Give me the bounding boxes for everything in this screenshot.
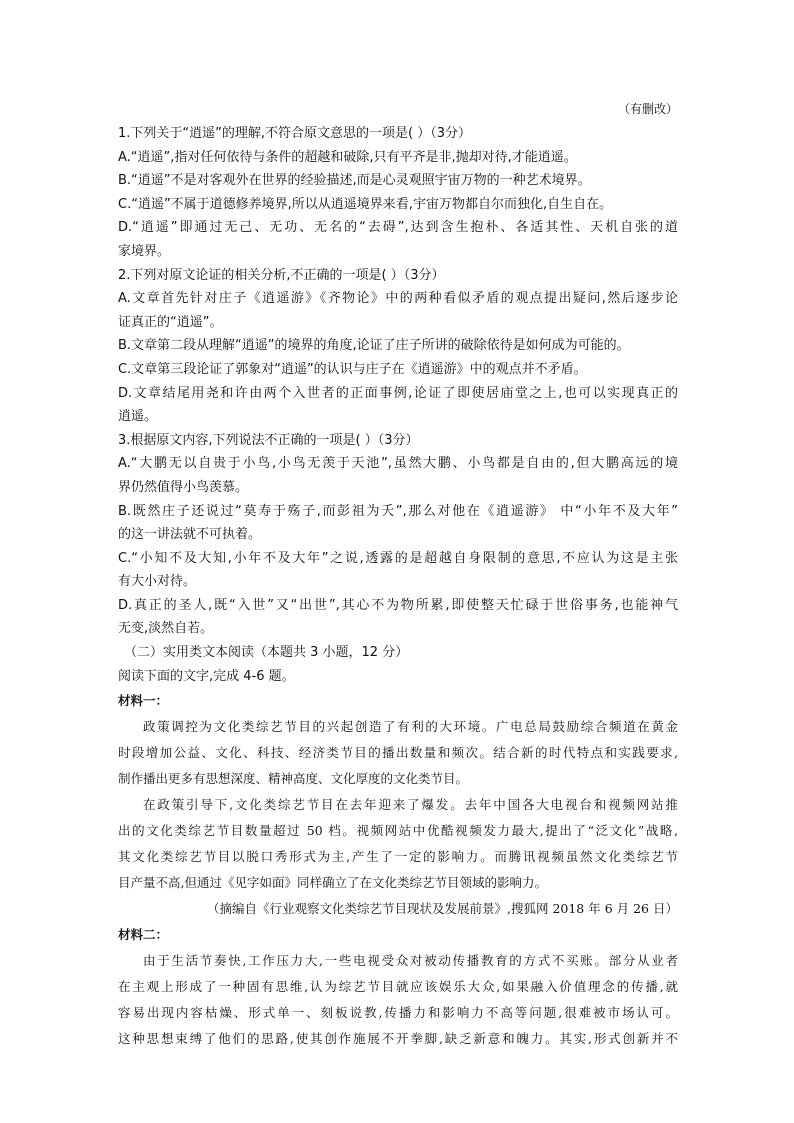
material-two-line: 在主观上形成了一种固有思维,认为综艺节目就应该娱乐大众,如果融入价值理念的传播,就 <box>118 979 678 995</box>
material-one-line: 在政策引导下,文化类综艺节目在去年迎来了爆发。去年中国各大电视台和视频网站推 <box>143 797 678 813</box>
answer-option-line: B.文章第二段从理解“逍遥”的境界的角度,论证了庄子所讲的破除依待是如何成为可能的。 <box>118 338 630 354</box>
question-list <box>118 122 678 641</box>
question-stem: 1.下列关于“逍遥”的理解,不符合原文意思的一项是( ）（3分） <box>118 126 471 141</box>
answer-option-line: A.“逍遥”,指对任何依待与条件的超越和破除,只有平齐是非,抛却对待,才能逍遥。 <box>118 149 577 165</box>
answer-option-line: C.“逍遥”不属于道德修养境界,所以从逍遥境界来看,宇宙万物都自尔而独化,自生自在。 <box>118 196 613 212</box>
material-two-line: 这种思想束缚了他们的思路,使其创作施展不开拳脚,缺乏新意和魄力。其实,形式创新并不 <box>118 1031 678 1047</box>
material-one-line: 目产量不高,但通过《见字如面》同样确立了在文化类综艺节目领域的影响力。 <box>118 875 547 891</box>
answer-option-line: 有大小对待。 <box>118 574 197 590</box>
answer-option-line: A.“大鹏无以自贵于小鸟,小鸟无羡于天池”,虽然大鹏、小鸟都是自由的,但大鹏高远的境 <box>118 456 678 472</box>
material-one-heading: 材料一： <box>118 693 169 709</box>
answer-option-line: A.文章首先针对庄子《逍遥游》《齐物论》中的两种看似矛盾的观点提出疑问,然后逐步论 <box>118 291 678 307</box>
material-one-line: 其文化类综艺节目以脱口秀形式为主,产生了一定的影响力。而腾讯视频虽然文化类综艺节 <box>118 849 678 865</box>
edit-note: （有删改） <box>617 102 678 116</box>
document-body <box>118 96 678 1052</box>
answer-option-line: D.“逍遥”即通过无己、无功、无名的“去碍”,达到含生抱朴、各适其性、天机自张的道 <box>118 220 678 236</box>
section-header <box>118 641 678 688</box>
answer-option-line: D.真正的圣人,既“入世”又“出世”,其心不为物所累,即使整天忙碌于世俗事务,也能神气 <box>118 597 678 613</box>
question-stem: 3.根据原文内容,下列说法不正确的一项是( ）（3分） <box>118 432 419 448</box>
answer-option-line: 无变,淡然自若。 <box>118 621 214 637</box>
material-one-line: 时段增加公益、文化、科技、经济类节目的播出数量和频次。结合新的时代特点和实践要求, <box>118 745 678 761</box>
answer-option-line: C.“小知不及大知,小年不及大年”之说,透露的是超越自身限制的意思,不应认为这是主张 <box>118 550 678 566</box>
material-two-line: 容易出现内容枯燥、形式单一、刻板说教,传播力和影响力不高等问题,很难被市场认可。 <box>118 1005 678 1021</box>
answer-option-line: 家境界。 <box>118 243 171 259</box>
question-stem: 2.下列对原文论证的相关分析,不正确的一项是( ）（3分） <box>118 267 445 283</box>
material-one-line: 制作播出更多有思想深度、精神高度、文化厚度的文化类节目。 <box>118 771 469 787</box>
material-one-body <box>118 714 678 896</box>
material-one-line: 政策调控为文化类综艺节目的兴起创造了有利的大环境。广电总局鼓励综合频道在黄金 <box>143 719 678 735</box>
answer-option-line: B.“逍遥”不是对客观外在世界的经验描述,而是心灵观照宇宙万物的一种艺术境界。 <box>118 173 591 189</box>
material-one <box>118 688 678 922</box>
material-two-body <box>118 948 678 1052</box>
answer-option-line: 逍遥。 <box>118 409 158 425</box>
material-two <box>118 922 678 1052</box>
section-instruction: 阅读下面的文字,完成 4-6 题。 <box>118 668 295 684</box>
answer-option-line: 的这一讲法就不可执着。 <box>118 527 262 543</box>
material-one-source: （摘编自《行业观察文化类综艺节目现状及发展前景》,搜狐网 2018 年 6 月 26 日） <box>207 901 678 917</box>
answer-option-line: 界仍然值得小鸟羡慕。 <box>118 479 249 495</box>
answer-option-line: D.文章结尾用尧和许由两个入世者的正面事例,论证了即使居庙堂之上,也可以实现真正的 <box>118 385 678 401</box>
answer-option-line: B.既然庄子还说过“莫寿于殇子,而彭祖为夭”,那么对他在《逍遥游》 中“小年不及大年” <box>118 503 678 519</box>
section-title: （二）实用类文本阅读（本题共 3 小题，12 分） <box>124 645 409 661</box>
material-two-heading: 材料二： <box>118 927 169 943</box>
answer-option-line: C.文章第三段论证了郭象对“逍遥”的认识与庄子在《逍遥游》中的观点并不矛盾。 <box>118 361 587 377</box>
material-one-line: 出的文化类综艺节目数量超过 50 档。视频网站中优酷视频发力最大,提出了“泛文化”战略, <box>118 823 678 839</box>
material-two-line: 由于生活节奏快,工作压力大,一些电视受众对被动传播教育的方式不买账。部分从业者 <box>143 953 678 969</box>
answer-option-line: 证真正的“逍遥”。 <box>118 314 223 330</box>
